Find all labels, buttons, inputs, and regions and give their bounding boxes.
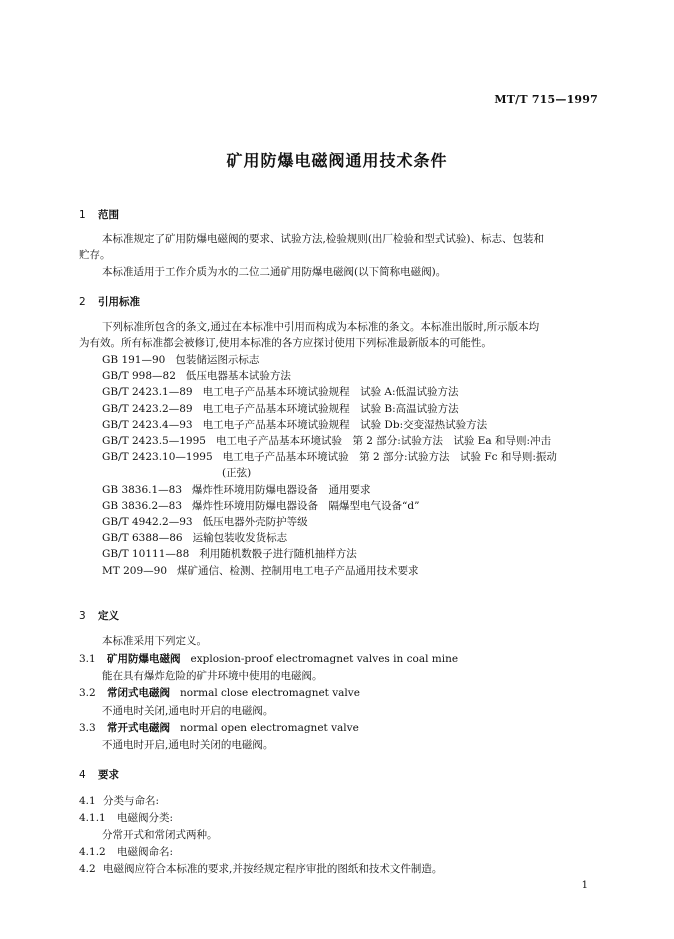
section-3-heading [79, 608, 119, 623]
reference-code: GB/T 2423.2—89 [102, 402, 193, 415]
clause-text: 电磁阀应符合本标准的要求,并按经规定程序审批的图纸和技术文件制造。 [103, 863, 443, 875]
clause-text: 电磁阀命名: [117, 846, 174, 858]
definition-term: 矿用防爆电磁阀 [107, 653, 181, 665]
section-2-heading [79, 294, 140, 309]
paragraph-line: 本标准采用下列定义。 [102, 635, 207, 647]
definition-number: 3.1 [79, 653, 96, 665]
reference-name: 电工电子产品基本环境试验规程 试验 A:低温试验方法 [202, 386, 459, 399]
reference-code: GB/T 10111—88 [102, 548, 190, 561]
reference-item [102, 369, 291, 383]
section-1-heading [79, 207, 119, 222]
clause-text: 分常开式和常闭式两种。 [102, 829, 218, 841]
definition-desc: 不通电时关闭,通电时开启的电磁阀。 [102, 705, 274, 717]
reference-name: 电工电子产品基本环境试验 第 2 部分:试验方法 试验 Fc 和导则:振动 [222, 451, 557, 464]
clause-number: 4.1.1 [79, 812, 106, 824]
section-4-heading [79, 767, 119, 782]
document-title: 矿用防爆电磁阀通用技术条件 [226, 151, 448, 170]
definition-desc: 不通电时开启,通电时关闭的电磁阀。 [102, 739, 274, 751]
clause-number: 4.2 [79, 863, 96, 875]
reference-code: GB/T 2423.10—1995 [102, 451, 213, 464]
definition-number: 3.3 [79, 722, 96, 734]
reference-name: 包装储运图示标志 [175, 354, 260, 366]
definition-number: 3.2 [79, 687, 96, 699]
reference-code: MT 209—90 [102, 564, 167, 577]
reference-item [102, 450, 557, 464]
reference-name: 运输包装收发货标志 [192, 532, 288, 545]
reference-name: 电工电子产品基本环境试验 第 2 部分:试验方法 试验 Ea 和导则:冲击 [215, 435, 551, 447]
paragraph-line: 本标准适用于工作介质为水的二位二通矿用防爆电磁阀(以下简称电磁阀)。 [102, 266, 447, 278]
definition-english: explosion-proof electromagnet valves in coal mine [190, 653, 459, 665]
reference-name: 低压电器外壳防护等级 [202, 516, 308, 528]
section-title: 要求 [98, 769, 119, 781]
clause-number: 4.1.2 [79, 846, 106, 858]
section-title: 定义 [98, 610, 119, 622]
paragraph-line: 下列标准所包含的条文,通过在本标准中引用而构成为本标准的条文。本标准出版时,所示版本均 [102, 321, 540, 333]
reference-item [102, 402, 459, 416]
reference-name: 低压电器基本试验方法 [185, 370, 291, 383]
reference-code: GB/T 2423.5—1995 [102, 435, 206, 447]
reference-code: GB/T 4942.2—93 [102, 516, 193, 528]
clause-4-1-1 [79, 811, 173, 825]
reference-item [102, 483, 371, 497]
reference-item [102, 385, 459, 399]
standard-code: MT/T 715—1997 [494, 93, 598, 106]
definition-3-1 [79, 652, 458, 666]
definition-term: 常开式电磁阀 [107, 722, 170, 734]
reference-code: GB 3836.2—83 [102, 499, 183, 512]
clause-number: 4.1 [79, 795, 96, 807]
section-title: 范围 [98, 209, 119, 221]
definition-3-3 [79, 721, 359, 735]
paragraph-line: 为有效。所有标准都会被修订,使用本标准的各方应探讨使用下列标准最新版本的可能性。 [79, 337, 492, 349]
reference-name: 煤矿通信、检测、控制用电工电子产品通用技术要求 [177, 564, 419, 577]
reference-name: 爆炸性环境用防爆电器设备 隔爆型电气设备“d” [192, 499, 420, 512]
clause-text: 电磁阀分类: [117, 812, 174, 824]
page-number: 1 [581, 880, 588, 891]
reference-item [102, 547, 357, 561]
reference-name: 电工电子产品基本环境试验规程 试验 Db:交变湿热试验方法 [202, 418, 488, 431]
reference-item [102, 434, 551, 448]
reference-code: GB/T 6388—86 [102, 532, 183, 545]
paragraph-line: 贮存。 [79, 249, 111, 261]
definition-term: 常闭式电磁阀 [107, 687, 170, 699]
reference-item [102, 531, 287, 545]
clause-text: 分类与命名: [103, 795, 160, 807]
reference-code: GB/T 2423.4—93 [102, 418, 193, 431]
section-number: 1 [79, 209, 86, 221]
reference-item [102, 418, 487, 432]
reference-code: GB 3836.1—83 [102, 483, 183, 496]
reference-name-continuation: (正弦) [222, 467, 252, 480]
reference-code: GB/T 2423.1—89 [102, 386, 193, 399]
definition-desc: 能在具有爆炸危险的矿井环境中使用的电磁阀。 [102, 670, 323, 682]
reference-item [102, 353, 259, 367]
reference-code: GB 191—90 [102, 354, 166, 366]
section-number: 3 [79, 610, 86, 622]
reference-item [222, 466, 251, 480]
reference-code: GB/T 998—82 [102, 370, 176, 383]
paragraph-line: 本标准规定了矿用防爆电磁阀的要求、试验方法,检验规则(出厂检验和型式试验)、标志、包装和 [102, 233, 545, 245]
reference-name: 电工电子产品基本环境试验规程 试验 B:高温试验方法 [202, 402, 459, 415]
clause-4-1-2 [79, 845, 173, 859]
section-title: 引用标准 [98, 296, 140, 308]
clause-4-2 [79, 862, 442, 876]
reference-item [102, 515, 308, 529]
definition-english: normal open electromagnet valve [180, 722, 359, 734]
reference-name: 利用随机数骰子进行随机抽样方法 [199, 548, 357, 561]
section-number: 2 [79, 296, 86, 308]
definition-english: normal close electromagnet valve [180, 687, 360, 699]
definition-3-2 [79, 686, 360, 700]
reference-item [102, 564, 419, 578]
section-number: 4 [79, 769, 86, 781]
reference-item [102, 499, 420, 513]
reference-name: 爆炸性环境用防爆电器设备 通用要求 [192, 483, 371, 496]
clause-4-1 [79, 794, 159, 808]
